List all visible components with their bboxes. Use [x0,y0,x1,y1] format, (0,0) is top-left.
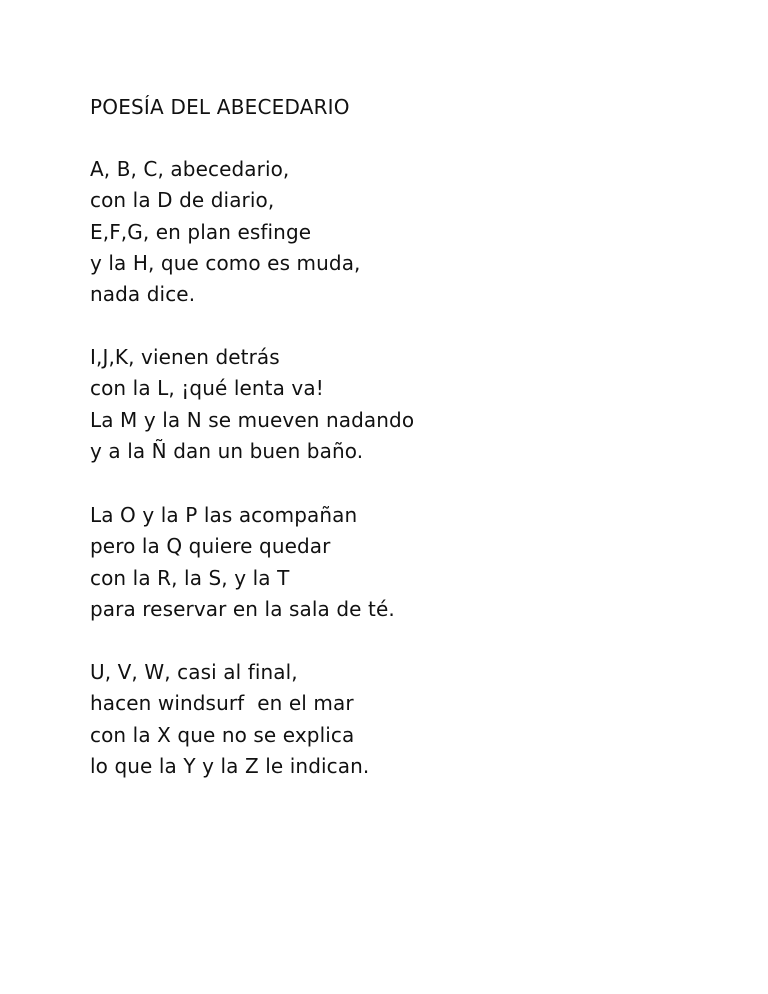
poem-line: con la X que no se explica [90,722,355,747]
poem-line: hacen windsurf en el mar [90,691,354,716]
poem-title: POESÍA DEL ABECEDARIO [90,95,350,119]
poem-line: y la H, que como es muda, [90,250,361,275]
poem-line: I,J,K, vienen detrás [90,345,280,369]
poem-line: y a la Ñ dan un buen baño. [90,438,364,463]
stanza-4 [90,657,369,782]
poem-line: La M y la N se mueven nadando [90,407,415,432]
poem-line: nada dice. [90,282,196,307]
poem-line: con la L, ¡qué lenta va! [90,376,324,401]
stanza-2 [90,342,414,467]
stanza-3 [90,500,395,625]
poem-line: A, B, C, abecedario, [90,157,290,181]
poem-line: con la D de diario, [90,188,275,213]
stanza-1 [90,154,361,310]
poem-line: para reservar en la sala de té. [90,596,395,621]
poem-line: lo que la Y y la Z le indican. [90,753,370,778]
poem-line: E,F,G, en plan esfinge [90,219,312,244]
poem-line: La O y la P las acompañan [90,503,358,527]
poem-line: pero la Q quiere quedar [90,534,331,559]
poem-line: U, V, W, casi al final, [90,660,298,684]
poem-line: con la R, la S, y la T [90,565,290,590]
